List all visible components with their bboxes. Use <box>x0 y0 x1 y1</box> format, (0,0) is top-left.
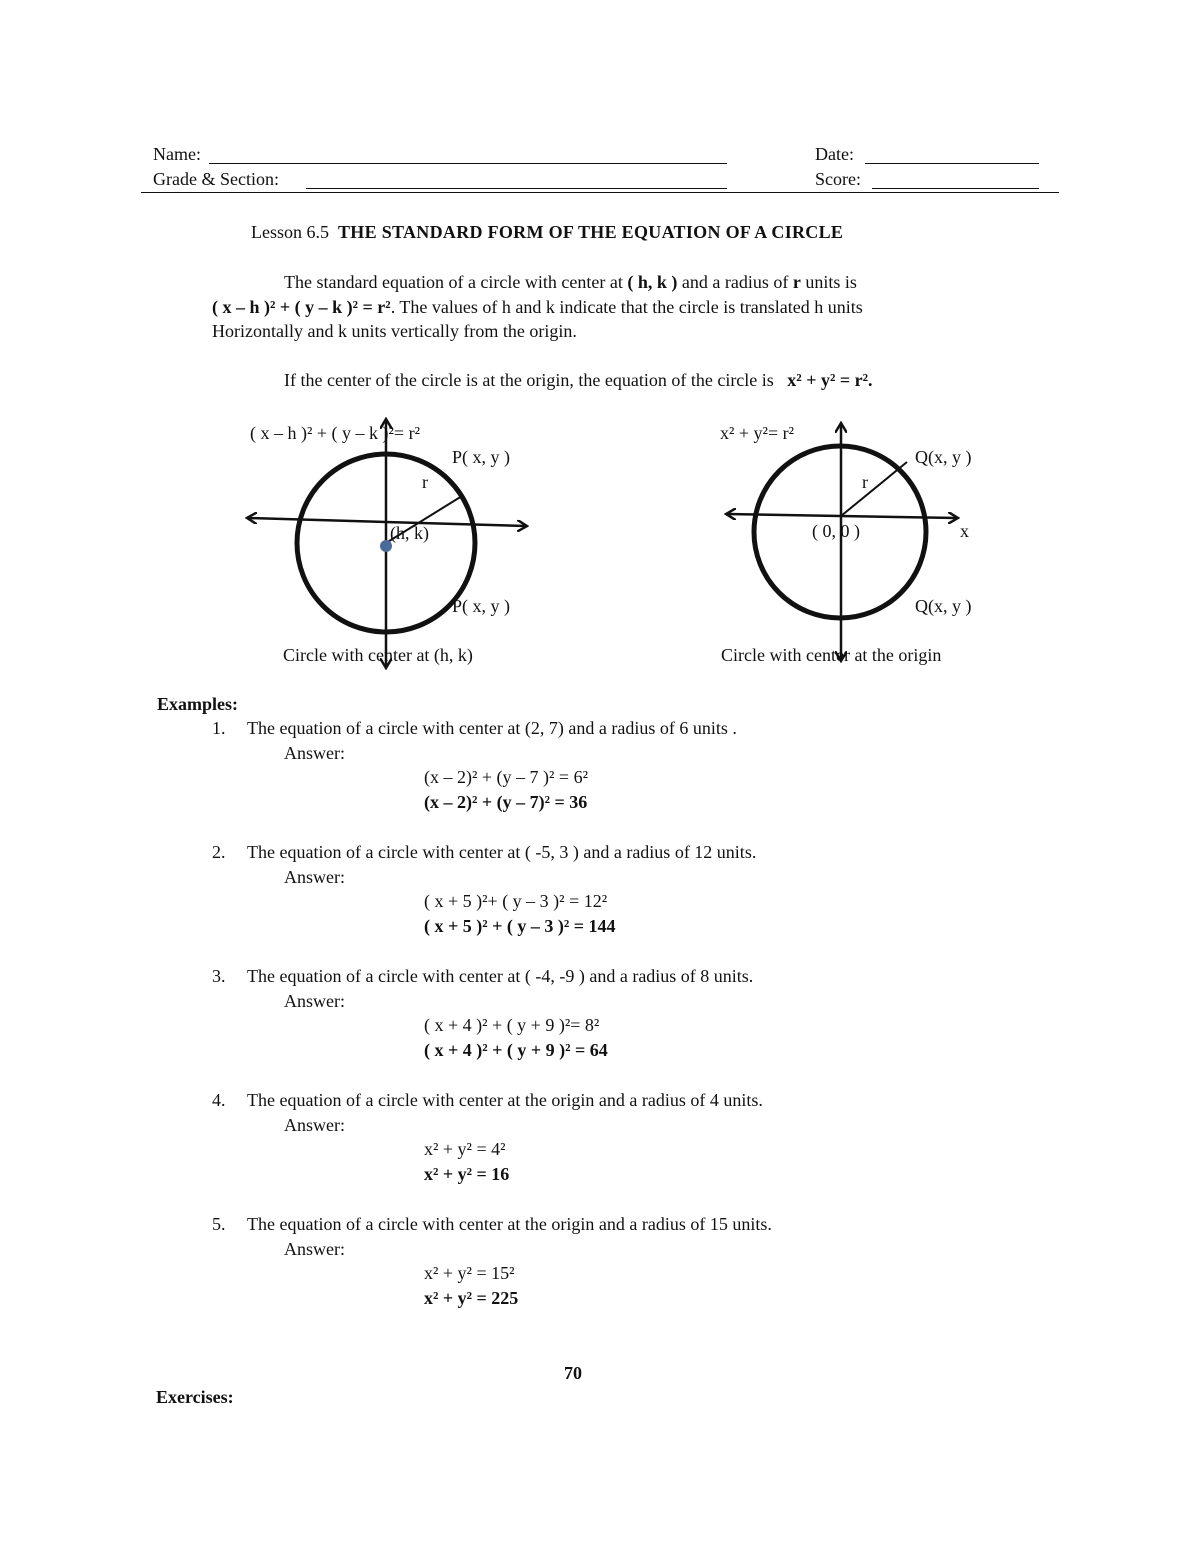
answer-step: x² + y² = 4² <box>424 1139 506 1159</box>
score-label: Score: <box>815 169 861 189</box>
origin-formula: x² + y² = r². <box>787 370 873 390</box>
lesson-heading <box>251 221 843 243</box>
name-label: Name: <box>153 144 201 164</box>
intro-line-1: The standard equation of a circle with center at ( h, k ) and a radius of r units is <box>284 272 857 292</box>
point-bottom-left: P( x, y ) <box>452 596 510 616</box>
answer-label: Answer: <box>284 867 345 887</box>
answer-final: x² + y² = 225 <box>424 1288 519 1308</box>
answer-final: (x – 2)² + (y – 7)² = 36 <box>424 792 588 812</box>
point-top-left: P( x, y ) <box>452 447 510 467</box>
equation-left: ( x – h )² + ( y – k )²= r² <box>250 423 420 443</box>
intro-line-4: If the center of the circle is at the origin, the equation of the circle is x² + y² = r². <box>284 370 873 390</box>
date-label: Date: <box>815 144 854 164</box>
header-rule <box>141 192 1059 193</box>
caption-left: Circle with center at (h, k) <box>283 645 473 665</box>
center-label-right: ( 0, 0 ) <box>812 521 860 541</box>
answer-step: ( x + 4 )² + ( y + 9 )²= 8² <box>424 1015 600 1035</box>
answer-final: ( x + 5 )² + ( y – 3 )² = 144 <box>424 916 616 936</box>
lesson-number: Lesson 6.5 <box>251 222 329 242</box>
x-axis-label: x <box>960 521 969 541</box>
intro-line-3: Horizontally and k units vertically from the origin. <box>212 321 577 341</box>
answer-final: ( x + 4 )² + ( y + 9 )² = 64 <box>424 1040 608 1060</box>
intro-line-2: ( x – h )² + ( y – k )² = r². The values of h and k indicate that the circle is translated h units <box>212 297 863 317</box>
answer-label: Answer: <box>284 743 345 763</box>
answer-step: (x – 2)² + (y – 7 )² = 6² <box>424 767 588 787</box>
center-label-left: (h, k) <box>390 523 429 543</box>
caption-right: Circle with center at the origin <box>721 645 942 665</box>
answer-final: x² + y² = 16 <box>424 1164 510 1184</box>
answer-step: x² + y² = 15² <box>424 1263 515 1283</box>
grade-section-blank[interactable] <box>306 188 727 189</box>
radius-line-right <box>841 462 907 516</box>
figure-circle-center-hk <box>248 420 526 667</box>
example-question: The equation of a circle with center at the origin and a radius of 15 units. <box>247 1214 772 1234</box>
lesson-title: THE STANDARD FORM OF THE EQUATION OF A CIRCLE <box>338 222 844 242</box>
example-question: The equation of a circle with center at the origin and a radius of 4 units. <box>247 1090 763 1110</box>
answer-label: Answer: <box>284 1115 345 1135</box>
equation-right: x² + y²= r² <box>720 423 794 443</box>
radius-label-right: r <box>862 472 868 492</box>
answer-label: Answer: <box>284 991 345 1011</box>
score-blank[interactable] <box>872 188 1039 189</box>
examples-heading: Examples: <box>157 694 238 714</box>
answer-step: ( x + 5 )²+ ( y – 3 )² = 12² <box>424 891 608 911</box>
example-question: The equation of a circle with center at (2, 7) and a radius of 6 units . <box>247 718 737 738</box>
date-blank[interactable] <box>865 163 1039 164</box>
standard-formula: ( x – h )² + ( y – k )² = r² <box>212 297 391 317</box>
exercises-heading: Exercises: <box>156 1387 234 1407</box>
grade-section-label: Grade & Section: <box>153 169 279 189</box>
point-top-right: Q(x, y ) <box>915 447 972 467</box>
circle-figures <box>0 400 1200 680</box>
example-question: The equation of a circle with center at ( -5, 3 ) and a radius of 12 units. <box>247 842 757 862</box>
example-question: The equation of a circle with center at ( -4, -9 ) and a radius of 8 units. <box>247 966 754 986</box>
answer-label: Answer: <box>284 1239 345 1259</box>
page-number: 70 <box>564 1363 582 1383</box>
radius-label-left: r <box>422 472 428 492</box>
point-bottom-right: Q(x, y ) <box>915 596 972 616</box>
name-blank[interactable] <box>209 163 727 164</box>
figure-circle-center-origin <box>720 423 972 665</box>
